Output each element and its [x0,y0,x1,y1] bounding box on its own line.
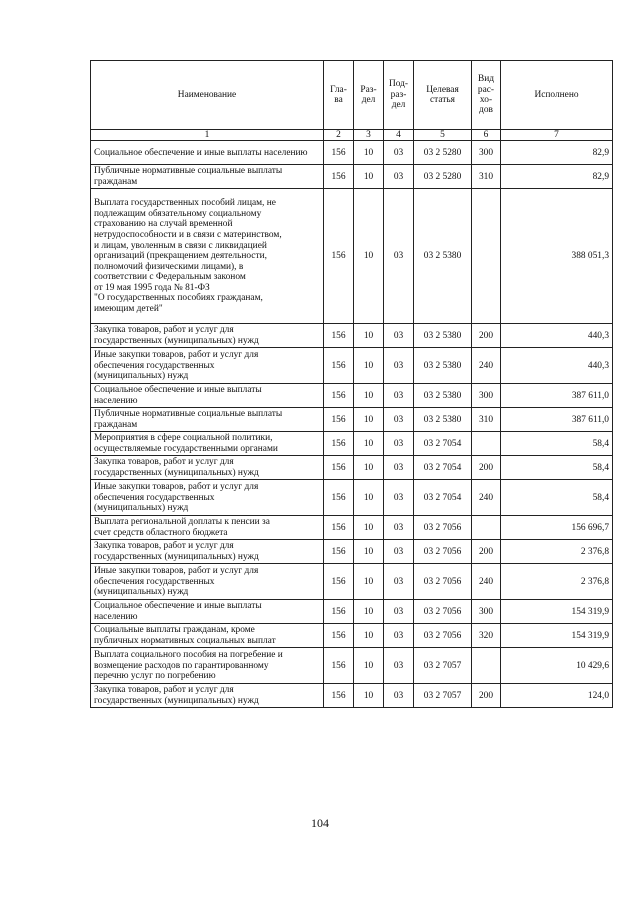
table-body [91,141,613,708]
row-subsection: 03 [384,684,414,708]
row-exptype: 200 [472,324,501,348]
budget-table [90,60,613,708]
row-subsection: 03 [384,408,414,432]
row-name: Иные закупки товаров, работ и услуг для обеспечения государственных (муниципальных) нужд [91,348,324,384]
row-amount: 124,0 [501,684,613,708]
row-section: 10 [354,348,384,384]
row-subsection: 03 [384,432,414,456]
row-target: 03 2 7056 [414,600,472,624]
row-section: 10 [354,648,384,684]
row-section: 10 [354,141,384,165]
table-row [91,540,613,564]
row-section: 10 [354,189,384,324]
row-exptype: 310 [472,165,501,189]
row-exptype: 200 [472,456,501,480]
table-row [91,564,613,600]
row-section: 10 [354,600,384,624]
table-row [91,408,613,432]
column-number: 3 [354,130,384,141]
row-amount: 58,4 [501,480,613,516]
table-row [91,648,613,684]
row-name: Социальное обеспечение и иные выплаты населению [91,600,324,624]
row-exptype [472,189,501,324]
row-name: Социальное обеспечение и иные выплаты населению [91,141,324,165]
row-chapter: 156 [324,624,354,648]
column-number: 6 [472,130,501,141]
row-chapter: 156 [324,348,354,384]
row-target: 03 2 7056 [414,564,472,600]
row-target: 03 2 7056 [414,540,472,564]
row-exptype: 300 [472,600,501,624]
table-row [91,189,613,324]
row-amount: 10 429,6 [501,648,613,684]
row-target: 03 2 7057 [414,684,472,708]
row-chapter: 156 [324,189,354,324]
row-amount: 58,4 [501,432,613,456]
table-row [91,432,613,456]
row-section: 10 [354,540,384,564]
row-target: 03 2 7054 [414,432,472,456]
row-target: 03 2 7056 [414,624,472,648]
row-section: 10 [354,408,384,432]
row-section: 10 [354,516,384,540]
row-chapter: 156 [324,540,354,564]
header-amount: Исполнено [501,61,613,130]
row-name: Закупка товаров, работ и услуг для государственных (муниципальных) нужд [91,540,324,564]
row-subsection: 03 [384,456,414,480]
row-amount: 82,9 [501,141,613,165]
row-chapter: 156 [324,384,354,408]
row-chapter: 156 [324,408,354,432]
row-amount: 154 319,9 [501,600,613,624]
row-chapter: 156 [324,648,354,684]
row-target: 03 2 7054 [414,456,472,480]
row-name: Иные закупки товаров, работ и услуг для обеспечения государственных (муниципальных) нужд [91,480,324,516]
row-chapter: 156 [324,516,354,540]
row-target: 03 2 5380 [414,384,472,408]
row-amount: 154 319,9 [501,624,613,648]
column-number-row [91,130,613,141]
row-section: 10 [354,165,384,189]
row-chapter: 156 [324,564,354,600]
row-subsection: 03 [384,480,414,516]
row-exptype [472,648,501,684]
row-subsection: 03 [384,648,414,684]
row-amount: 387 611,0 [501,384,613,408]
column-number: 7 [501,130,613,141]
row-target: 03 2 5380 [414,189,472,324]
row-exptype: 200 [472,540,501,564]
row-name: Выплата социального пособия на погребение и возмещение расходов по гарантированному перечню услуг по погребению [91,648,324,684]
column-number: 4 [384,130,414,141]
header-row [91,61,613,130]
row-subsection: 03 [384,384,414,408]
row-name: Социальное обеспечение и иные выплаты населению [91,384,324,408]
row-exptype: 320 [472,624,501,648]
row-subsection: 03 [384,600,414,624]
row-section: 10 [354,480,384,516]
row-subsection: 03 [384,165,414,189]
row-chapter: 156 [324,600,354,624]
row-subsection: 03 [384,564,414,600]
row-section: 10 [354,456,384,480]
row-section: 10 [354,564,384,600]
row-name: Выплата региональной доплаты к пенсии за счет средств областного бюджета [91,516,324,540]
row-name: Иные закупки товаров, работ и услуг для обеспечения государственных (муниципальных) нужд [91,564,324,600]
row-amount: 82,9 [501,165,613,189]
table-row [91,324,613,348]
row-exptype: 300 [472,384,501,408]
row-chapter: 156 [324,684,354,708]
row-amount: 388 051,3 [501,189,613,324]
row-chapter: 156 [324,456,354,480]
row-chapter: 156 [324,480,354,516]
row-target: 03 2 5280 [414,141,472,165]
row-amount: 58,4 [501,456,613,480]
row-target: 03 2 5380 [414,324,472,348]
header-exptype: Вид рас- хо- дов [472,61,501,130]
header-name: Наименование [91,61,324,130]
table-row [91,480,613,516]
row-name: Мероприятия в сфере социальной политики, осуществляемые государственными органами [91,432,324,456]
page-number: 104 [311,816,329,830]
row-target: 03 2 5280 [414,165,472,189]
row-subsection: 03 [384,141,414,165]
row-target: 03 2 7057 [414,648,472,684]
row-chapter: 156 [324,141,354,165]
row-name: Публичные нормативные социальные выплаты гражданам [91,165,324,189]
row-name: Публичные нормативные социальные выплаты гражданам [91,408,324,432]
row-name: Выплата государственных пособий лицам, не подлежащим обязательному социальному страхованию на случай временной нетрудоспособности и в связи с материнством, и лицам, уволенным в связи с ликвидацией организаций (прекращением деятельности, полномочий физическими лицами), в соответствии с Федеральным законом от 19 мая 1995 года № 81-ФЗ "О государственных пособиях гражданам, имеющим детей" [91,189,324,324]
row-name: Социальные выплаты гражданам, кроме публичных нормативных социальных выплат [91,624,324,648]
row-section: 10 [354,324,384,348]
header-subsection: Под- раз- дел [384,61,414,130]
row-exptype: 240 [472,564,501,600]
row-subsection: 03 [384,516,414,540]
row-exptype [472,432,501,456]
row-subsection: 03 [384,540,414,564]
row-name: Закупка товаров, работ и услуг для государственных (муниципальных) нужд [91,684,324,708]
column-number: 1 [91,130,324,141]
row-subsection: 03 [384,624,414,648]
row-amount: 2 376,8 [501,540,613,564]
row-chapter: 156 [324,432,354,456]
row-amount: 440,3 [501,348,613,384]
row-exptype: 240 [472,480,501,516]
row-chapter: 156 [324,324,354,348]
row-amount: 2 376,8 [501,564,613,600]
table-row [91,384,613,408]
row-name: Закупка товаров, работ и услуг для государственных (муниципальных) нужд [91,324,324,348]
row-target: 03 2 7054 [414,480,472,516]
row-exptype: 200 [472,684,501,708]
row-chapter: 156 [324,165,354,189]
row-exptype: 310 [472,408,501,432]
row-subsection: 03 [384,324,414,348]
row-section: 10 [354,432,384,456]
row-section: 10 [354,624,384,648]
column-number: 5 [414,130,472,141]
table-row [91,141,613,165]
row-name: Закупка товаров, работ и услуг для государственных (муниципальных) нужд [91,456,324,480]
table-row [91,516,613,540]
table-row [91,684,613,708]
table-row [91,456,613,480]
table-row [91,600,613,624]
table-row [91,348,613,384]
row-subsection: 03 [384,348,414,384]
row-section: 10 [354,384,384,408]
table-row [91,165,613,189]
row-target: 03 2 5380 [414,408,472,432]
row-section: 10 [354,684,384,708]
row-exptype [472,516,501,540]
table-row [91,624,613,648]
row-exptype: 300 [472,141,501,165]
column-number: 2 [324,130,354,141]
row-exptype: 240 [472,348,501,384]
row-amount: 387 611,0 [501,408,613,432]
header-chapter: Гла- ва [324,61,354,130]
row-subsection: 03 [384,189,414,324]
row-amount: 440,3 [501,324,613,348]
header-target: Целевая статья [414,61,472,130]
row-target: 03 2 7056 [414,516,472,540]
row-target: 03 2 5380 [414,348,472,384]
row-amount: 156 696,7 [501,516,613,540]
header-section: Раз- дел [354,61,384,130]
